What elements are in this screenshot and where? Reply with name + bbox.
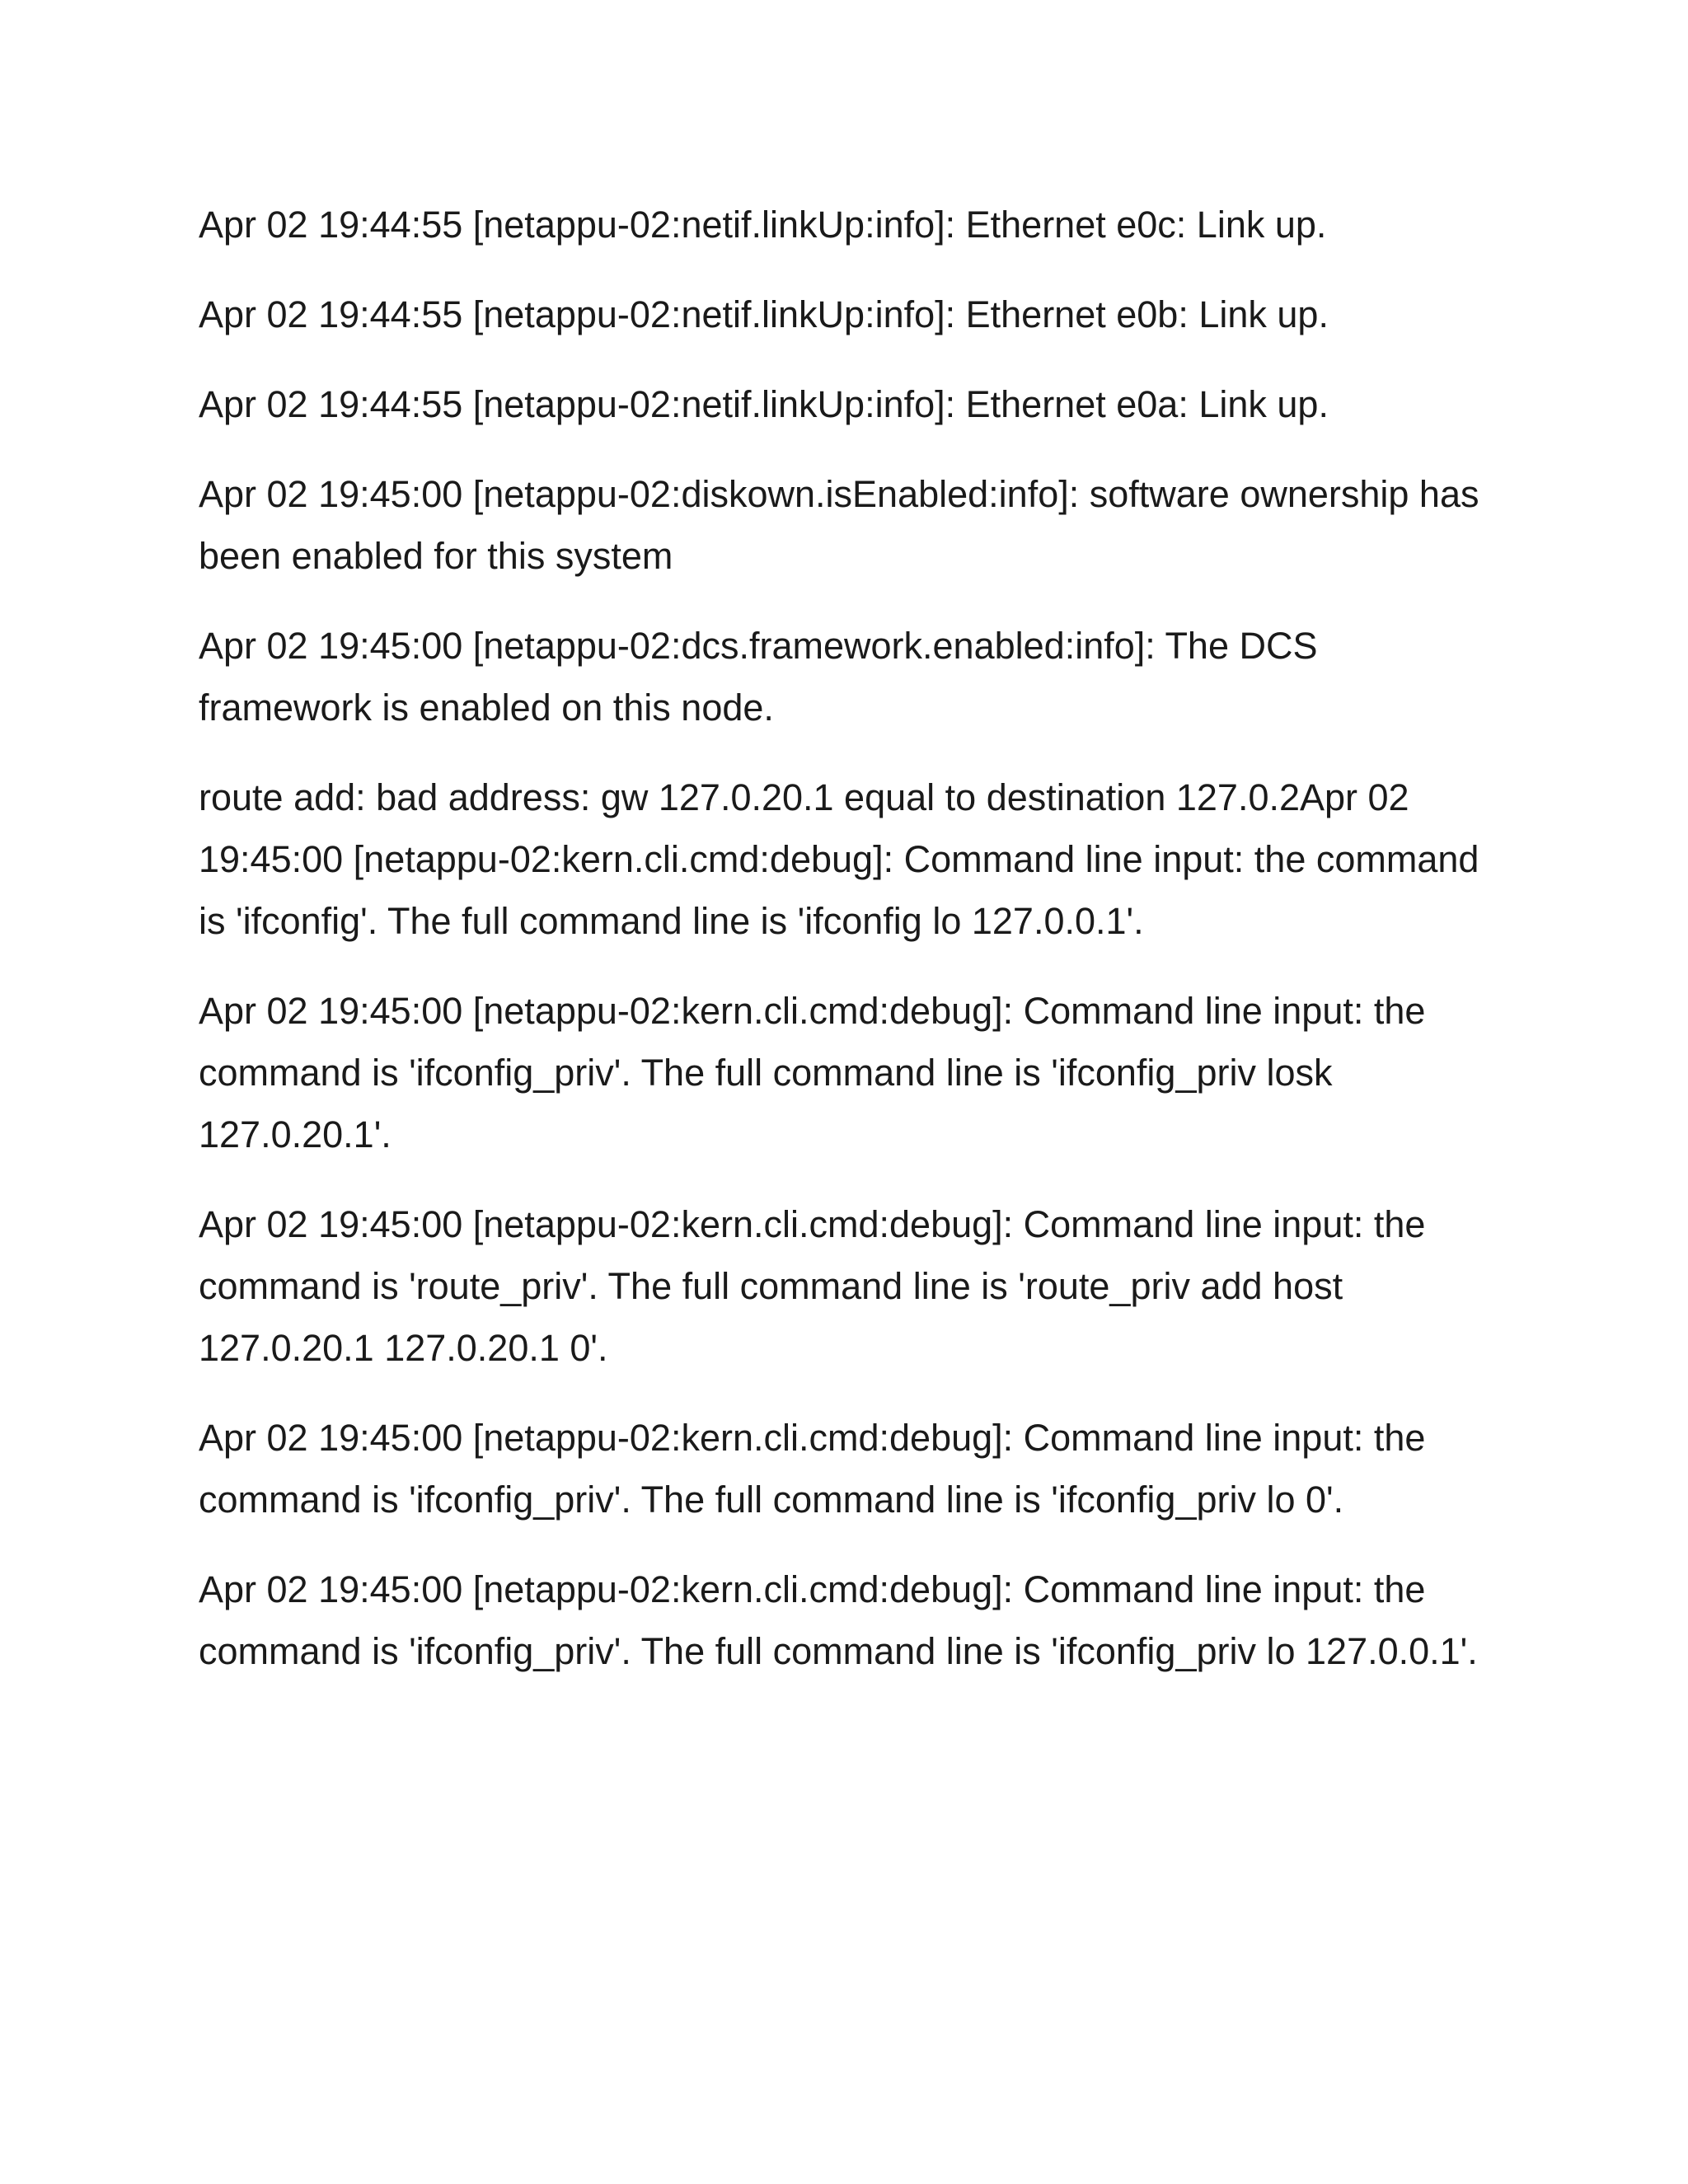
- log-entry: Apr 02 19:45:00 [netappu-02:diskown.isEnabled:info]: software ownership has been enabled for this system: [199, 473, 1479, 577]
- log-entry: Apr 02 19:45:00 [netappu-02:kern.cli.cmd:debug]: Command line input: the command is 'ifconfig_priv'. The full command line is 'ifconfig_priv lo 127.0.0.1'.: [199, 1568, 1478, 1672]
- log-entry: Apr 02 19:45:00 [netappu-02:dcs.framework.enabled:info]: The DCS framework is enabled on this node.: [199, 625, 1318, 729]
- log-entry: Apr 02 19:45:00 [netappu-02:kern.cli.cmd:debug]: Command line input: the command is 'ifconfig_priv'. The full command line is 'ifconfig_priv lo 0'.: [199, 1417, 1426, 1521]
- log-entry: Apr 02 19:44:55 [netappu-02:netif.linkUp:info]: Ethernet e0a: Link up.: [199, 383, 1329, 425]
- log-entry: Apr 02 19:44:55 [netappu-02:netif.linkUp:info]: Ethernet e0c: Link up.: [199, 204, 1327, 246]
- log-entry: route add: bad address: gw 127.0.20.1 equal to destination 127.0.2Apr 02 19:45:00 [netappu-02:kern.cli.cmd:debug]: Command line input: the command is 'ifconfig'. The full command line is 'ifconfig lo 127.0.0.1'.: [199, 776, 1479, 942]
- log-entry: Apr 02 19:45:00 [netappu-02:kern.cli.cmd:debug]: Command line input: the command is 'route_priv'. The full command line is 'route_priv add host 127.0.20.1 127.0.20.1 0'.: [199, 1203, 1426, 1369]
- log-text-body: [199, 194, 1484, 1710]
- log-entry: Apr 02 19:45:00 [netappu-02:kern.cli.cmd:debug]: Command line input: the command is 'ifconfig_priv'. The full command line is 'ifconfig_priv losk 127.0.20.1'.: [199, 990, 1426, 1155]
- log-entry: Apr 02 19:44:55 [netappu-02:netif.linkUp:info]: Ethernet e0b: Link up.: [199, 293, 1329, 335]
